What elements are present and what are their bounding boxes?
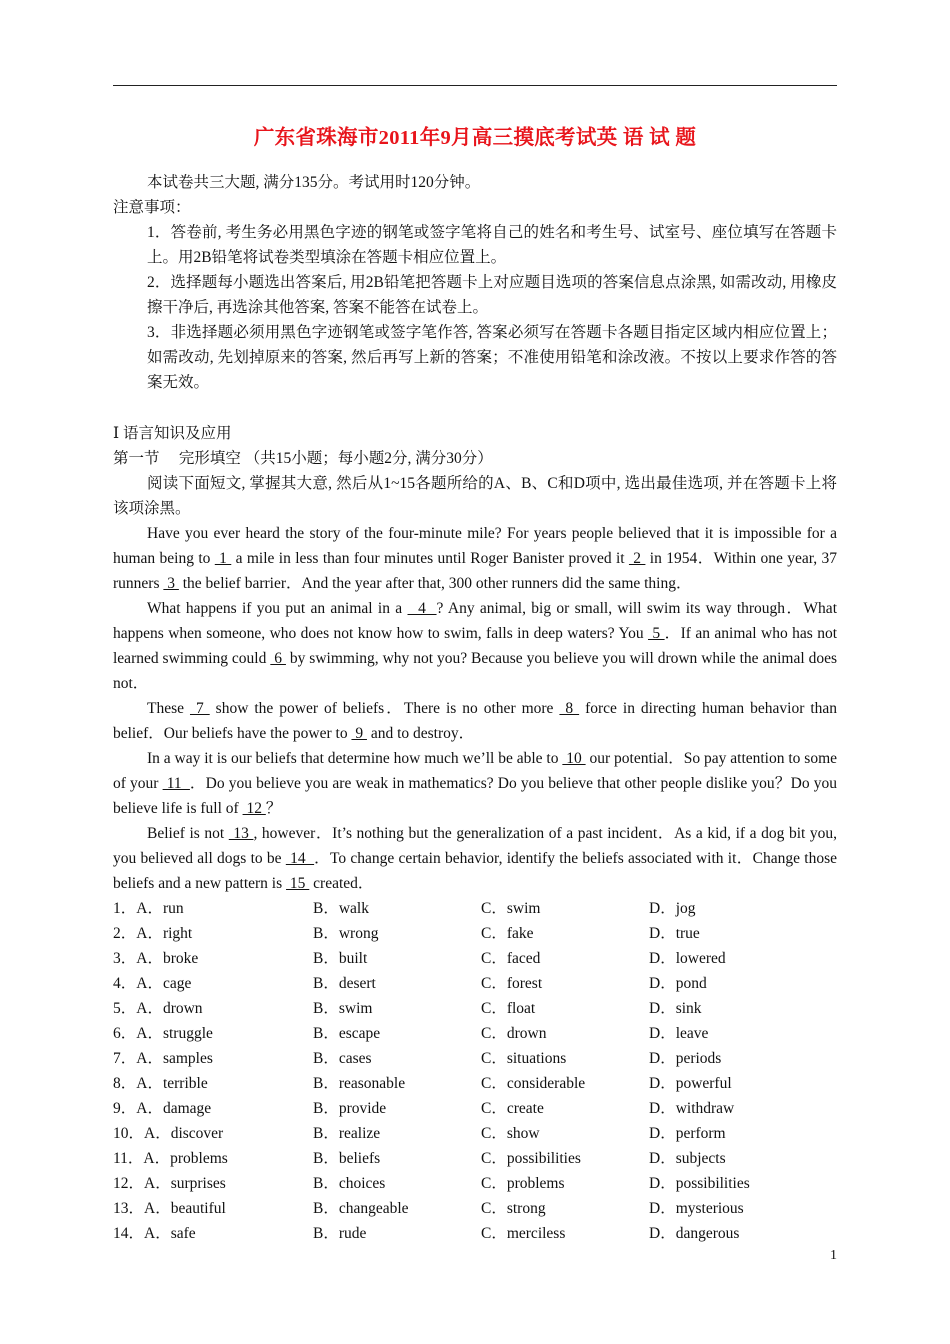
- option-a: 2．A．right: [113, 925, 193, 942]
- option-d: D．withdraw: [649, 1100, 735, 1117]
- option-row: [113, 996, 837, 1021]
- page-title: 广东省珠海市2011年9月高三摸底考试英 语 试 题: [253, 127, 697, 149]
- option-row: [113, 1121, 837, 1146]
- option-row: [113, 1096, 837, 1121]
- passage-paragraph-1: Have you ever heard the story of the four-minute mile? For years people believed that it is impossible for a human being to 1 a mile in less than four minutes until Roger Banister proved it 2 in 1954．Within one year, 37 runners 3 the belief barrier．And the year after that, 300 other runners did the same thing．: [113, 525, 838, 592]
- option-b: B．reasonable: [313, 1075, 406, 1092]
- option-c: C．possibilities: [481, 1150, 581, 1167]
- option-c: C．faced: [481, 950, 541, 967]
- option-b: B．built: [313, 950, 368, 967]
- option-d: D．jog: [649, 900, 696, 917]
- option-c: C．considerable: [481, 1075, 586, 1092]
- blank-7: 7: [189, 700, 210, 717]
- blank-6: 6: [270, 650, 286, 667]
- page-number: 1: [830, 1248, 837, 1263]
- option-c: C．float: [481, 1000, 536, 1017]
- blank-8: 8: [559, 700, 580, 717]
- blank-4: 4: [407, 600, 437, 617]
- option-d: D．possibilities: [649, 1175, 750, 1192]
- option-c: C．merciless: [481, 1225, 566, 1242]
- option-row: [113, 921, 837, 946]
- option-b: B．beliefs: [313, 1150, 381, 1167]
- option-a: 4．A．cage: [113, 975, 192, 992]
- option-d: D．leave: [649, 1025, 709, 1042]
- option-d: D．periods: [649, 1050, 722, 1067]
- option-b: B．escape: [313, 1025, 381, 1042]
- blank-2: 2: [628, 550, 646, 567]
- blank-9: 9: [351, 725, 367, 742]
- blank-13: 13: [228, 825, 254, 842]
- option-a: 11．A．problems: [113, 1150, 228, 1167]
- option-a: 12．A．surprises: [113, 1175, 226, 1192]
- option-a: 8．A．terrible: [113, 1075, 208, 1092]
- option-row: [113, 1196, 837, 1221]
- passage-paragraph-2: What happens if you put an animal in a 4 ? Any animal, big or small, will swim its way through．What happens when someone, who does not know how to swim, falls in deep waters? You 5 ．If an animal who has not learned swimming could 6 by swimming, why not you? Because you believe you will drown while the animal does not．: [113, 600, 838, 692]
- option-d: D．lowered: [649, 950, 726, 967]
- option-c: C．drown: [481, 1025, 547, 1042]
- notice-heading: 注意事项：: [113, 199, 191, 216]
- blank-3: 3: [163, 575, 179, 592]
- exam-body: [113, 170, 837, 1246]
- options-table: [113, 896, 837, 1246]
- option-row: [113, 946, 837, 971]
- instructions: 阅读下面短文, 掌握其大意, 然后从1~15各题所给的A、B、C和D项中, 选出最佳选项, 并在答题卡上将该项涂黑。: [113, 475, 837, 517]
- option-row: [113, 1071, 837, 1096]
- notice-item: 2．选择题每小题选出答案后, 用2B铅笔把答题卡上对应题目选项的答案信息点涂黑, 如需改动, 用橡皮擦干净后, 再选涂其他答案, 答案不能答在试卷上。: [147, 274, 837, 316]
- option-b: B．provide: [313, 1100, 387, 1117]
- blank-10: 10: [562, 750, 586, 767]
- notice-item: 1．答卷前, 考生务必用黑色字迹的钢笔或签字笔将自己的姓名和考生号、试室号、座位填写在答题卡上。用2B铅笔将试卷类型填涂在答题卡相应位置上。: [147, 224, 837, 266]
- option-b: B．changeable: [313, 1200, 409, 1217]
- option-c: C．fake: [481, 925, 534, 942]
- option-a: 3．A．broke: [113, 950, 199, 967]
- option-b: B．wrong: [313, 925, 379, 942]
- option-a: 14．A．safe: [113, 1225, 196, 1242]
- option-c: C．show: [481, 1125, 540, 1142]
- option-c: C．strong: [481, 1200, 546, 1217]
- option-c: C．create: [481, 1100, 544, 1117]
- option-d: D．perform: [649, 1125, 726, 1142]
- option-b: B．choices: [313, 1175, 386, 1192]
- option-b: B．rude: [313, 1225, 367, 1242]
- option-row: [113, 1146, 837, 1171]
- option-row: [113, 896, 837, 921]
- option-c: C．situations: [481, 1050, 567, 1067]
- option-d: D．true: [649, 925, 700, 942]
- notice-item: 3．非选择题必须用黑色字迹钢笔或签字笔作答, 答案必须写在答题卡各题目指定区域内相应位置上；如需改动, 先划掉原来的答案, 然后再写上新的答案；不准使用铅笔和涂改液。不按以上要求作答的答案无效。: [147, 324, 837, 391]
- blank-11: 11: [162, 775, 190, 792]
- option-row: [113, 1221, 837, 1246]
- option-d: D．subjects: [649, 1150, 726, 1167]
- option-a: 9．A．damage: [113, 1100, 212, 1117]
- option-row: [113, 1171, 837, 1196]
- passage-paragraph-4: In a way it is our beliefs that determine how much we’ll be able to 10 our potential．So pay attention to some of your 11 ．Do you believe you are weak in mathematics? Do you believe that other people dislike you？Do you believe life is full of 12 ？: [113, 750, 838, 817]
- option-d: D．dangerous: [649, 1225, 740, 1242]
- blank-5: 5: [648, 625, 665, 642]
- intro-text: 本试卷共三大题, 满分135分。考试用时120分钟。: [147, 174, 481, 191]
- option-a: 1．A．run: [113, 900, 184, 917]
- passage-paragraph-3: These 7 show the power of beliefs．There is no other more 8 force in directing human behavior than belief．Our beliefs have the power to 9 and to destroy．: [113, 700, 838, 742]
- option-b: B．cases: [313, 1050, 372, 1067]
- option-c: C．problems: [481, 1175, 565, 1192]
- option-d: D．powerful: [649, 1075, 732, 1092]
- option-b: B．desert: [313, 975, 376, 992]
- option-a: 7．A．samples: [113, 1050, 213, 1067]
- blank-15: 15: [286, 875, 310, 892]
- option-d: D．mysterious: [649, 1200, 744, 1217]
- option-c: C．forest: [481, 975, 543, 992]
- passage-paragraph-5: Belief is not 13 , however．It’s nothing but the generalization of a past incident．As a kid, if a dog bit you, you believed all dogs to be 14 ．To change certain behavior, identify the beliefs associated with it．Change those beliefs and a new pattern is 15 created．: [113, 825, 838, 892]
- option-row: [113, 1046, 837, 1071]
- option-d: D．sink: [649, 1000, 702, 1017]
- blank-1: 1: [214, 550, 232, 567]
- option-row: [113, 1021, 837, 1046]
- option-b: B．swim: [313, 1000, 373, 1017]
- part-heading: 第一节 完形填空 （共15小题；每小题2分, 满分30分）: [113, 450, 493, 467]
- option-a: 10．A．discover: [113, 1125, 224, 1142]
- option-a: 13．A．beautiful: [113, 1200, 226, 1217]
- option-row: [113, 971, 837, 996]
- option-a: 6．A．struggle: [113, 1025, 213, 1042]
- option-b: B．realize: [313, 1125, 381, 1142]
- option-d: D．pond: [649, 975, 707, 992]
- option-a: 5．A．drown: [113, 1000, 203, 1017]
- option-b: B．walk: [313, 900, 369, 917]
- blank-12: 12: [242, 800, 266, 817]
- header-rule: [113, 85, 837, 86]
- blank-14: 14: [285, 850, 315, 867]
- section-heading: Ⅰ 语言知识及应用: [113, 425, 232, 442]
- option-c: C．swim: [481, 900, 541, 917]
